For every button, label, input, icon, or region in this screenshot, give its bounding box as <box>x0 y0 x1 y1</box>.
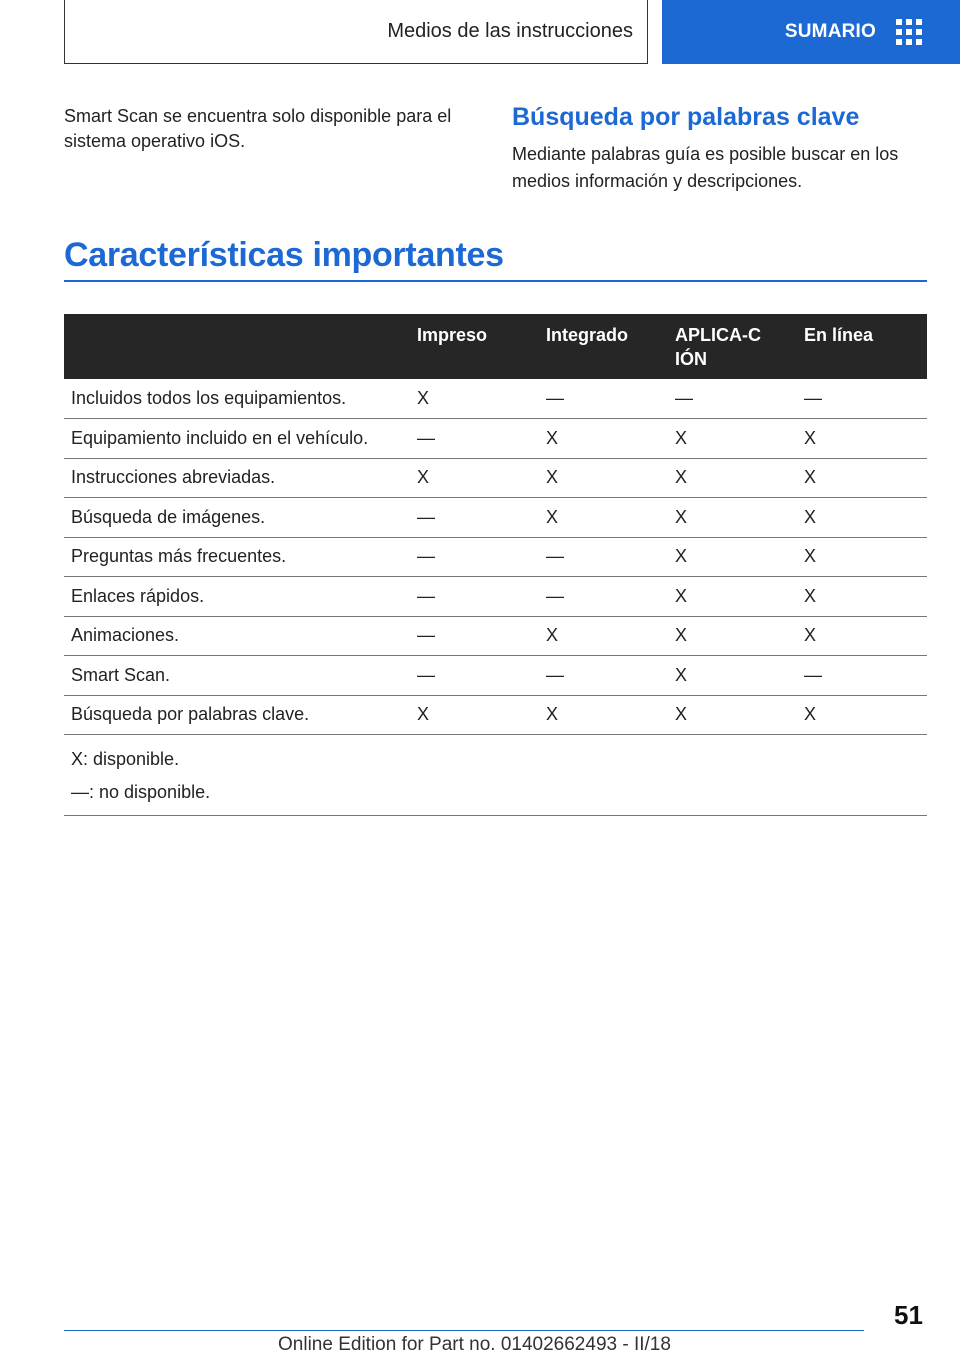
availability-cell: — <box>797 656 927 696</box>
availability-cell: X <box>797 498 927 538</box>
availability-cell: X <box>539 498 668 538</box>
table-header-row <box>64 314 927 379</box>
table-header-cell <box>668 314 797 379</box>
availability-cell: — <box>410 537 539 577</box>
table-row <box>64 498 927 538</box>
table-header-cell <box>64 314 410 379</box>
table-header-cell: En línea <box>797 314 927 379</box>
table-header-cell: Impreso <box>410 314 539 379</box>
feature-name-cell: Búsqueda por palabras clave. <box>64 695 410 735</box>
availability-cell: X <box>668 656 797 696</box>
availability-cell: X <box>668 537 797 577</box>
availability-cell: — <box>539 537 668 577</box>
availability-cell: — <box>668 379 797 419</box>
footer-edition: Online Edition for Part no. 01402662493 - II/18 <box>278 1334 671 1355</box>
page-number: 51 <box>894 1300 923 1330</box>
feature-name-cell: Enlaces rápidos. <box>64 577 410 617</box>
availability-cell: X <box>797 458 927 498</box>
section-title: Características importantes <box>64 236 504 274</box>
feature-name-cell: Equipamiento incluido en el vehículo. <box>64 419 410 459</box>
table-row <box>64 458 927 498</box>
availability-cell: X <box>539 616 668 656</box>
availability-cell: X <box>539 695 668 735</box>
availability-cell: X <box>668 695 797 735</box>
availability-cell: X <box>539 419 668 459</box>
availability-cell: X <box>797 616 927 656</box>
availability-cell: — <box>797 379 927 419</box>
availability-cell: X <box>797 577 927 617</box>
availability-cell: X <box>668 498 797 538</box>
table-header-cell: Integrado <box>539 314 668 379</box>
table-row <box>64 537 927 577</box>
legend-cell <box>64 735 927 816</box>
table-row <box>64 419 927 459</box>
section-divider <box>64 280 927 282</box>
grid-icon <box>896 19 922 45</box>
availability-cell: X <box>797 419 927 459</box>
table-row <box>64 577 927 617</box>
legend-item: X: disponible. <box>71 749 180 769</box>
availability-cell: X <box>668 419 797 459</box>
feature-name-cell: Instrucciones abreviadas. <box>64 458 410 498</box>
availability-cell: — <box>410 656 539 696</box>
keyword-search-heading: Búsqueda por palabras clave <box>512 103 860 131</box>
header-section-box <box>64 0 648 64</box>
table-row <box>64 379 927 419</box>
availability-cell: X <box>410 695 539 735</box>
feature-name-cell: Smart Scan. <box>64 656 410 696</box>
availability-cell: — <box>410 498 539 538</box>
header-section-label: Medios de las instrucciones <box>387 20 633 42</box>
feature-name-cell: Búsqueda de imágenes. <box>64 498 410 538</box>
availability-cell: — <box>410 577 539 617</box>
availability-cell: X <box>797 695 927 735</box>
availability-cell: X <box>410 379 539 419</box>
sumario-button[interactable] <box>662 0 960 64</box>
sumario-label: SUMARIO <box>784 21 876 42</box>
availability-cell: — <box>410 616 539 656</box>
availability-cell: — <box>539 656 668 696</box>
availability-cell: X <box>539 458 668 498</box>
legend-row <box>64 735 927 816</box>
table-row <box>64 656 927 696</box>
legend-item: —: no disponible. <box>71 782 211 802</box>
availability-cell: — <box>410 419 539 459</box>
availability-cell: — <box>539 379 668 419</box>
features-table <box>64 314 927 816</box>
availability-cell: X <box>668 616 797 656</box>
table-row <box>64 616 927 656</box>
availability-cell: X <box>410 458 539 498</box>
availability-cell: X <box>668 458 797 498</box>
keyword-search-text: Mediante palabras guía es posible buscar en los medios información y descripciones. <box>512 144 899 191</box>
availability-cell: X <box>797 537 927 577</box>
table-header-text: APLICA-CIÓN <box>675 325 761 369</box>
feature-name-cell: Animaciones. <box>64 616 410 656</box>
feature-name-cell: Preguntas más frecuentes. <box>64 537 410 577</box>
feature-name-cell: Incluidos todos los equipamientos. <box>64 379 410 419</box>
footer-divider <box>64 1330 864 1331</box>
availability-cell: — <box>539 577 668 617</box>
intro-note: Smart Scan se encuentra solo disponible para el sistema operativo iOS. <box>64 106 452 151</box>
availability-cell: X <box>668 577 797 617</box>
table-row <box>64 695 927 735</box>
